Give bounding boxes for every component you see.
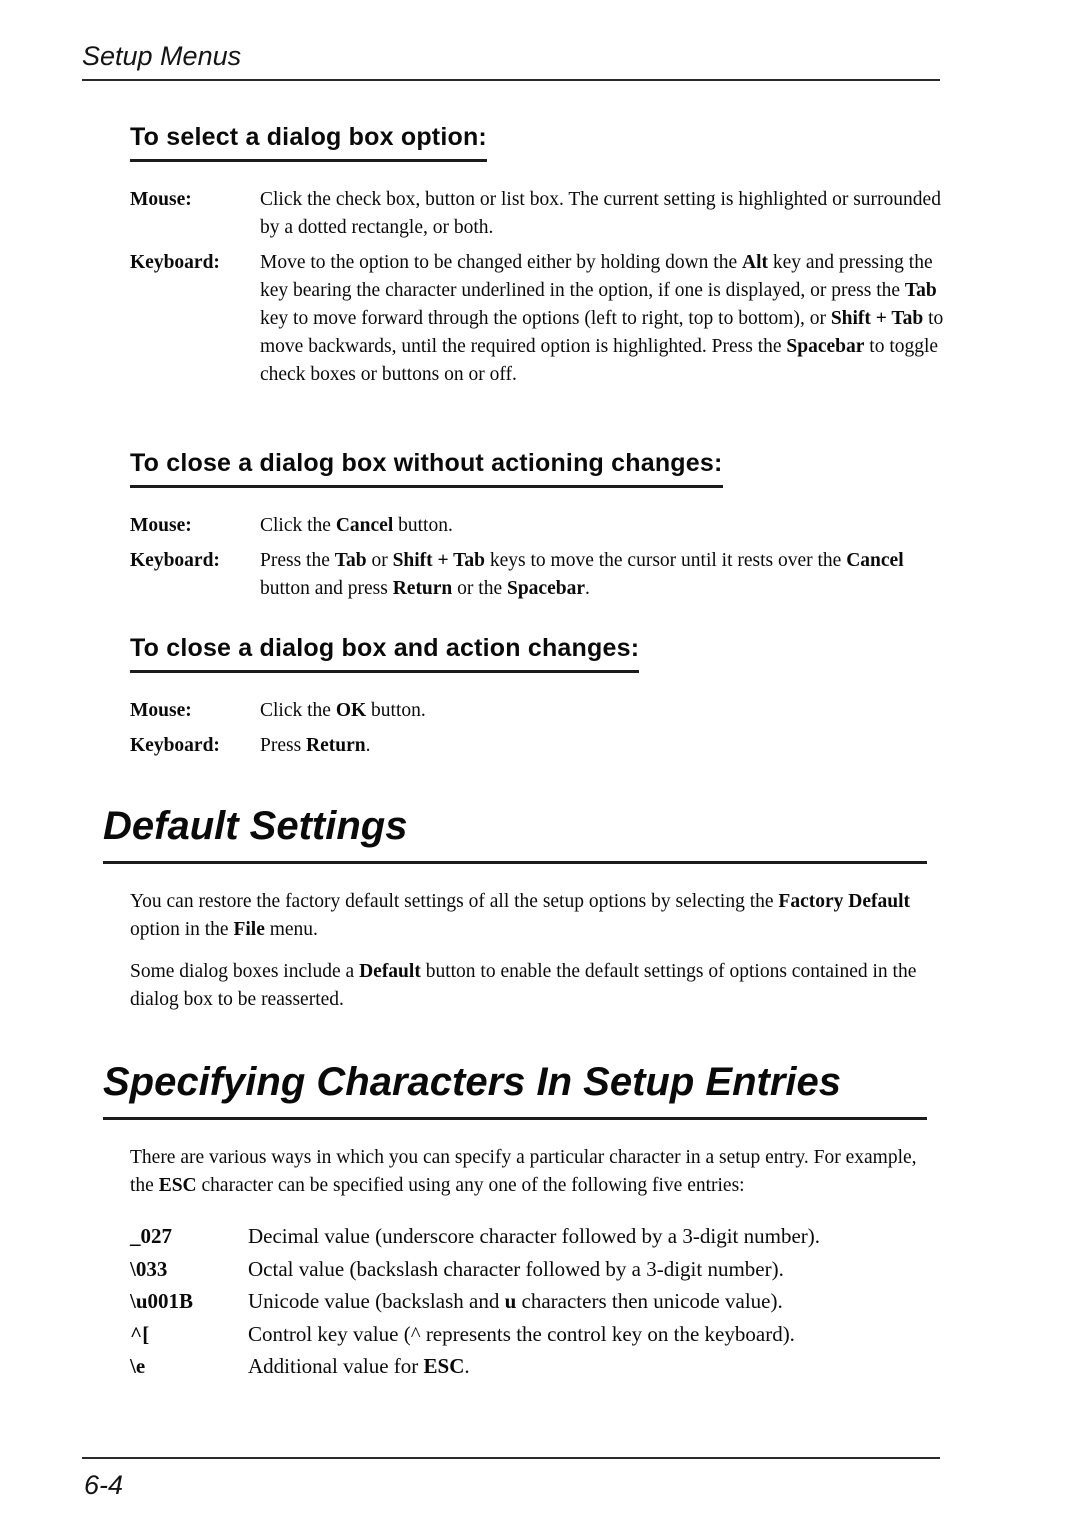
entry-code: \e — [130, 1354, 146, 1378]
procedure-heading: To close a dialog box and action changes: — [130, 633, 639, 673]
chapter-heading: Default Settings — [103, 800, 927, 864]
entry-code: \u001B — [130, 1289, 194, 1313]
definition-text-keyboard: Press Return. — [260, 735, 371, 756]
definition-list — [130, 512, 945, 603]
chapter-body — [130, 1144, 930, 1200]
definition-text-mouse: Click the Cancel button. — [260, 515, 453, 536]
definition-text-keyboard: Move to the option to be changed either by holding down the Alt key and pressing the key bearing the character underlined in the option, if one is displayed, or press the Tab key to move forward through the options (left to right, top to bottom), or Shift + Tab to move backwards, until the required option is highlighted. Press the Spacebar to toggle check boxes or buttons on or off. — [260, 252, 944, 385]
definition-list — [130, 697, 945, 760]
body-paragraph: Some dialog boxes include a Default button to enable the default settings of options contained in the dialog box to be reasserted. — [130, 961, 917, 1010]
entry-description: Additional value for ESC. — [248, 1354, 470, 1378]
entry-code: _027 — [130, 1224, 172, 1248]
chapter-specifying-characters — [103, 1056, 927, 1383]
definition-text-mouse: Click the OK button. — [260, 700, 426, 721]
procedure-heading: To close a dialog box without actioning changes: — [130, 448, 723, 488]
definition-text-keyboard: Press the Tab or Shift + Tab keys to move the cursor until it rests over the Cancel button and press Return or the Spacebar. — [260, 550, 904, 599]
procedure-heading: To select a dialog box option: — [130, 122, 487, 162]
procedure-close-and-action — [130, 633, 945, 760]
footer-rule — [82, 1457, 940, 1459]
entry-description: Octal value (backslash character followed by a 3-digit number). — [248, 1256, 784, 1281]
definition-label-keyboard: Keyboard: — [130, 252, 220, 273]
entry-description: Control key value (^ represents the control key on the keyboard). — [248, 1321, 795, 1346]
body-paragraph: There are various ways in which you can specify a particular character in a setup entry. For example, the ESC character can be specified using any one of the following five entries: — [130, 1147, 917, 1196]
definition-label-keyboard: Keyboard: — [130, 735, 220, 756]
definition-label-mouse: Mouse: — [130, 189, 192, 210]
entry-code: ^[ — [130, 1321, 150, 1346]
procedure-select-dialog-option — [130, 122, 945, 389]
procedure-close-without-actioning — [130, 448, 945, 603]
definition-label-mouse: Mouse: — [130, 515, 192, 536]
running-header: Setup Menus — [82, 41, 242, 71]
definition-text-mouse: Click the check box, button or list box. The current setting is highlighted or surrounded by a dotted rectangle, or both. — [260, 189, 941, 238]
body-paragraph: You can restore the factory default settings of all the setup options by selecting the Factory Default option in the File menu. — [130, 891, 910, 940]
page-number: 6-4 — [84, 1470, 124, 1500]
header-rule — [82, 79, 940, 81]
definition-label-mouse: Mouse: — [130, 700, 192, 721]
chapter-heading: Specifying Characters In Setup Entries — [103, 1056, 927, 1120]
chapter-default-settings — [103, 800, 927, 1014]
definition-list — [130, 186, 945, 389]
entry-description: Unicode value (backslash and u characters then unicode value). — [248, 1289, 783, 1313]
definition-label-keyboard: Keyboard: — [130, 550, 220, 571]
chapter-body — [130, 888, 930, 1014]
entry-code: \033 — [130, 1256, 168, 1281]
entry-description: Decimal value (underscore character followed by a 3-digit number). — [248, 1224, 821, 1248]
character-entries-list — [130, 1220, 927, 1383]
